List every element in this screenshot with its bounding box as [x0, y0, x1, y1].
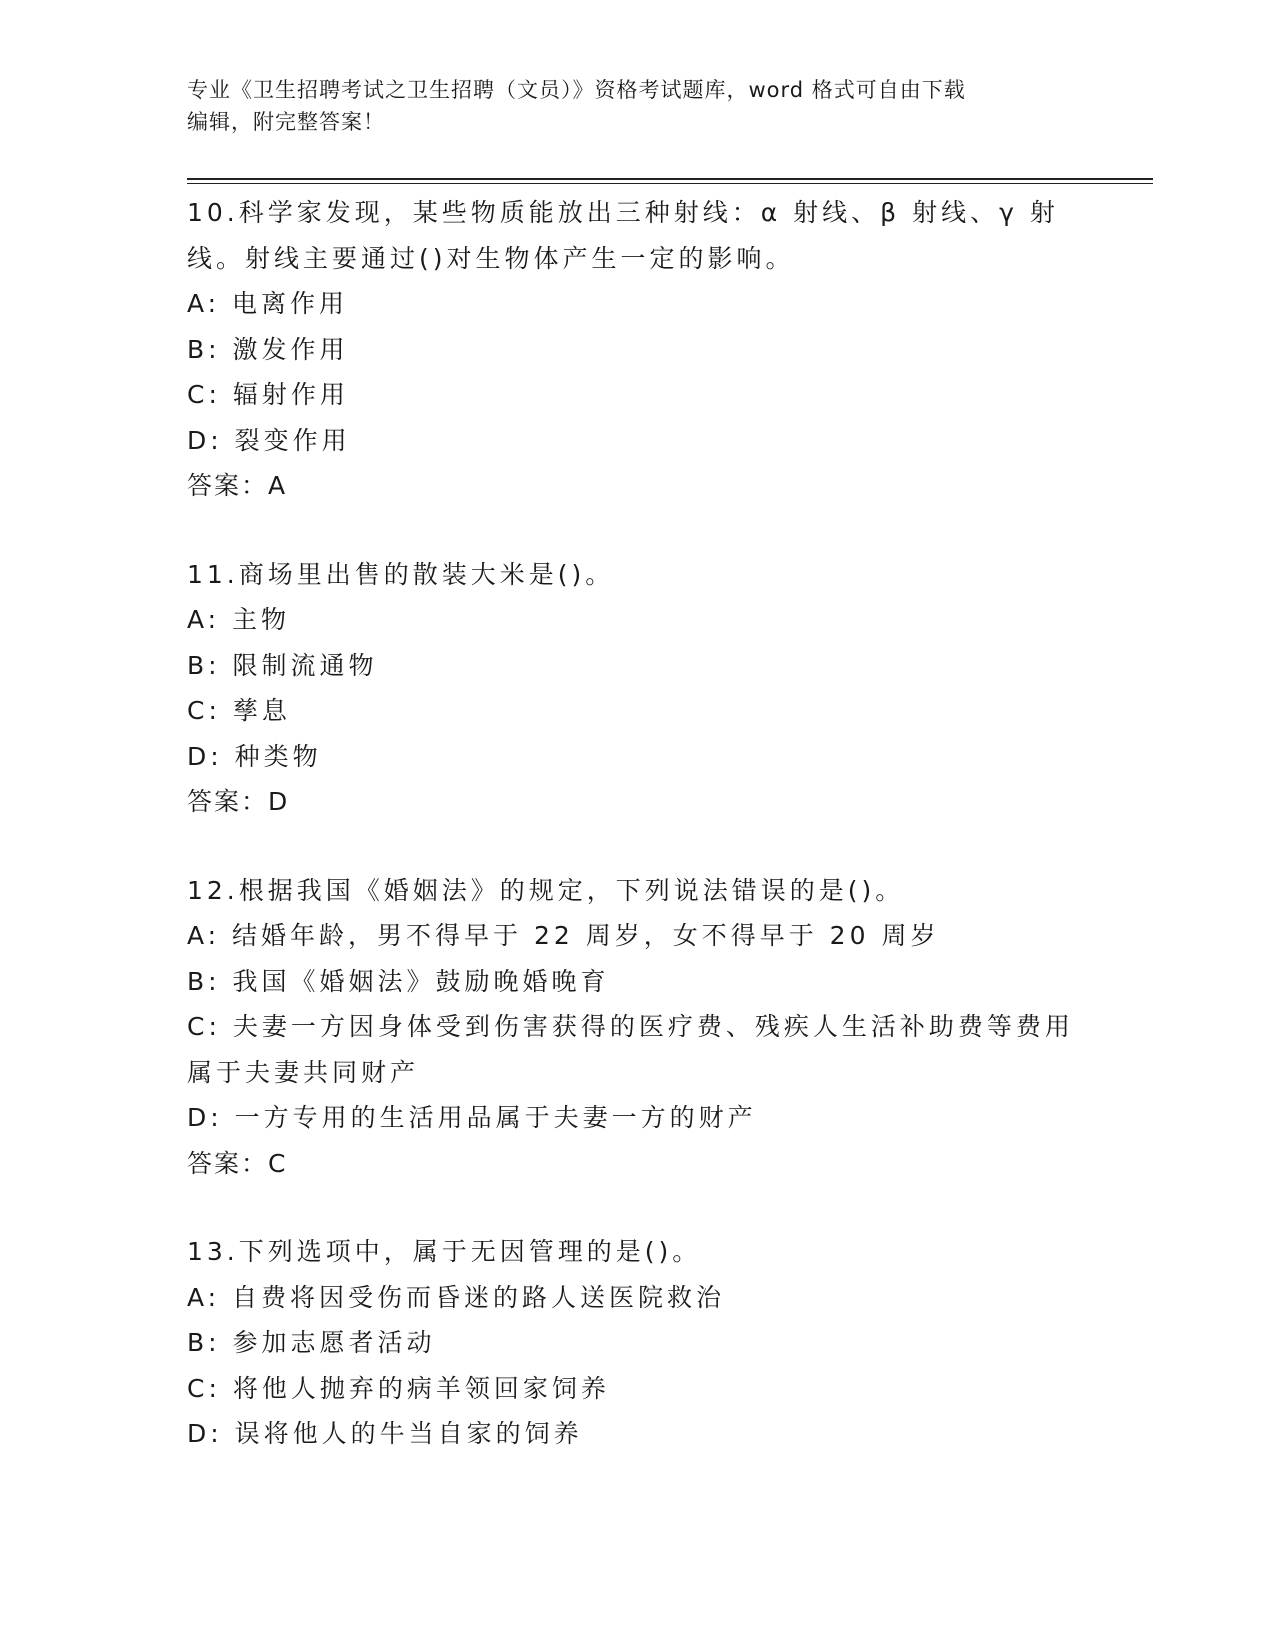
header-line-1: 专业《卫生招聘考试之卫生招聘（文员）》资格考试题库，word 格式可自由下载 [187, 78, 966, 102]
question-13 [187, 1229, 1087, 1457]
question-stem: 13.下列选项中，属于无因管理的是()。 [187, 1237, 702, 1266]
option-a: A: 电离作用 [187, 289, 349, 318]
question-list [187, 190, 1087, 1500]
option-c-continued: 属于夫妻共同财产 [187, 1057, 420, 1087]
question-10 [187, 190, 1087, 509]
option-c: C: 孳息 [187, 696, 291, 725]
question-stem: 11.商场里出售的散装大米是()。 [187, 559, 615, 589]
option-d: D: 误将他人的牛当自家的饲养 [187, 1419, 583, 1448]
answer-line: 答案：A [187, 471, 288, 500]
option-a: A: 结婚年龄，男不得早于 22 周岁，女不得早于 20 周岁 [187, 921, 940, 950]
question-stem: 12.根据我国《婚姻法》的规定，下列说法错误的是()。 [187, 875, 905, 905]
option-c: C: 将他人抛弃的病羊领回家饲养 [187, 1373, 610, 1403]
option-a: A: 自费将因受伤而昏迷的路人送医院救治 [187, 1282, 726, 1312]
document-header [187, 74, 1067, 138]
header-divider-thin [187, 183, 1153, 184]
option-d: D: 一方专用的生活用品属于夫妻一方的财产 [187, 1103, 757, 1132]
answer-line: 答案：D [187, 787, 290, 816]
option-b: B: 激发作用 [187, 334, 349, 364]
question-stem: 线。射线主要通过()对生物体产生一定的影响。 [187, 243, 795, 273]
option-b: B: 我国《婚姻法》鼓励晚婚晚育 [187, 966, 610, 996]
header-divider [187, 178, 1153, 180]
option-c: C: 辐射作用 [187, 380, 349, 409]
question-11 [187, 552, 1087, 825]
option-b: B: 限制流通物 [187, 650, 378, 680]
option-a: A: 主物 [187, 605, 291, 634]
option-d: D: 种类物 [187, 741, 322, 771]
option-d: D: 裂变作用 [187, 425, 351, 455]
option-c: C: 夫妻一方因身体受到伤害获得的医疗费、残疾人生活补助费等费用 [187, 1012, 1074, 1041]
answer-line: 答案：C [187, 1148, 288, 1178]
option-b: B: 参加志愿者活动 [187, 1328, 436, 1357]
question-stem: 10.科学家发现，某些物质能放出三种射线：α 射线、β 射线、γ 射 [187, 198, 1059, 227]
header-line-2: 编辑，附完整答案！ [187, 110, 385, 134]
question-12 [187, 868, 1087, 1187]
